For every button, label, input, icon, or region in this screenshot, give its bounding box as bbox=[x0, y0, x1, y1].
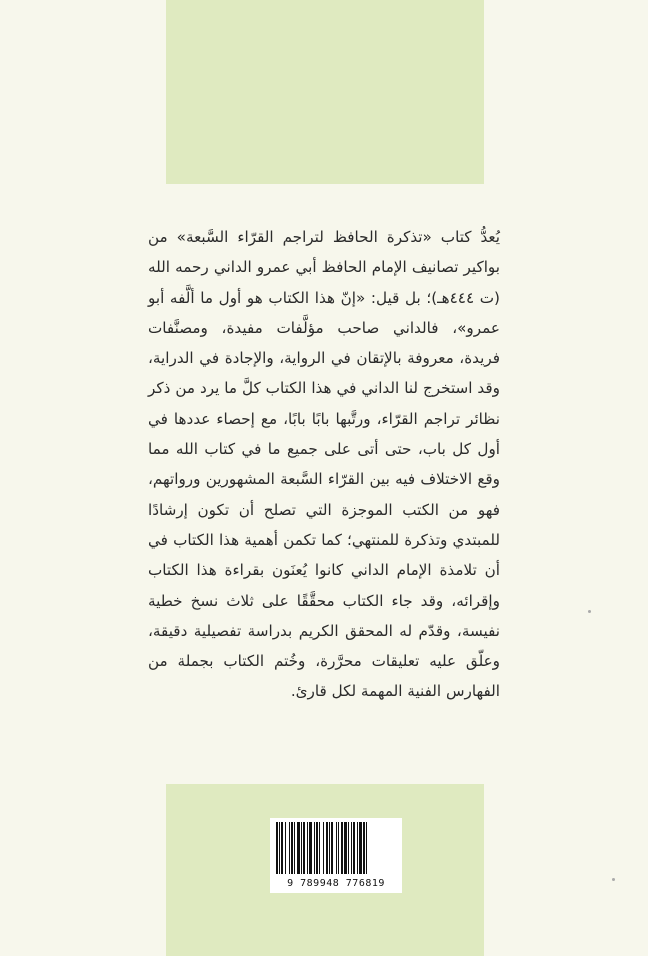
barcode-bar bbox=[366, 822, 367, 874]
barcode-bar bbox=[303, 822, 305, 874]
barcode-bar bbox=[319, 822, 320, 874]
book-description: يُعدُّ كتاب «تذكرة الحافظ لتراجم القرّاء السَّبعة» من بواكير تصانيف الإمام الحافظ أبي عمرو الداني رحمه الله (ت ٤٤٤هـ)؛ بل قيل: «إنّ هذا الكتاب هو أول ما ألَّفه أبو عمرو»، فالداني صاحب مؤلَّفات مفيدة، ومصنَّفات فريدة، معروفة بالإتقان في الرواية، والإجادة في الدراية، وقد استخرج لنا الداني في هذا الكتاب كلَّ ما يرد من ذكر نظائر تراجم القرّاء، ورتَّبها بابًا بابًا، مع إحصاء عددها في أول كل باب، حتى أتى على جميع ما في كتاب الله مما وقع الاختلاف فيه بين القرّاء السَّبعة المشهورين ورواتهم، فهو من الكتب الموجزة التي تصلح أن تكون إرشادًا للمبتدي وتذكرة للمنتهي؛ كما تكمن أهمية هذا الكتاب في أن تلامذة الإمام الداني كانوا يُعنَون بقراءة هذا الكتاب وإقرائه، وقد جاء الكتاب محقَّقًا على ثلاث نسخ خطية نفيسة، وقدّم له المحقق الكريم بدراسة تفصيلية دقيقة، وعلّق عليه تعليقات محرَّرة، وخُتم الكتاب بجملة من الفهارس الفنية المهمة لكل قارئ. bbox=[148, 228, 500, 701]
barcode-bar bbox=[336, 822, 337, 874]
barcode-bar bbox=[309, 822, 312, 874]
barcode-bar bbox=[326, 822, 328, 874]
barcode-bar bbox=[329, 822, 330, 874]
barcode-bar bbox=[285, 822, 286, 874]
barcode-bar bbox=[341, 822, 343, 874]
barcode-bar bbox=[363, 822, 365, 874]
barcode-bar bbox=[314, 822, 315, 874]
barcode-bar bbox=[359, 822, 362, 874]
isbn-number: 9 789948 776819 bbox=[270, 876, 402, 892]
barcode-bars bbox=[270, 818, 402, 876]
barcode-bar bbox=[348, 822, 349, 874]
barcode-bar bbox=[344, 822, 347, 874]
barcode-bar bbox=[281, 822, 283, 874]
barcode-bar bbox=[331, 822, 333, 874]
barcode-bar bbox=[353, 822, 355, 874]
barcode-bar bbox=[301, 822, 302, 874]
barcode-bar bbox=[307, 822, 308, 874]
barcode-bar bbox=[357, 822, 358, 874]
decorative-speck bbox=[612, 878, 615, 881]
barcode-bar bbox=[289, 822, 290, 874]
decorative-speck bbox=[588, 610, 591, 613]
top-green-band bbox=[166, 0, 484, 184]
barcode-bar bbox=[316, 822, 318, 874]
barcode-bar bbox=[279, 822, 280, 874]
barcode-bar bbox=[338, 822, 339, 874]
barcode-bar bbox=[291, 822, 293, 874]
barcode-bar bbox=[294, 822, 295, 874]
barcode-bar bbox=[297, 822, 300, 874]
barcode-bar bbox=[276, 822, 278, 874]
barcode-bar bbox=[323, 822, 324, 874]
barcode-bar bbox=[351, 822, 352, 874]
